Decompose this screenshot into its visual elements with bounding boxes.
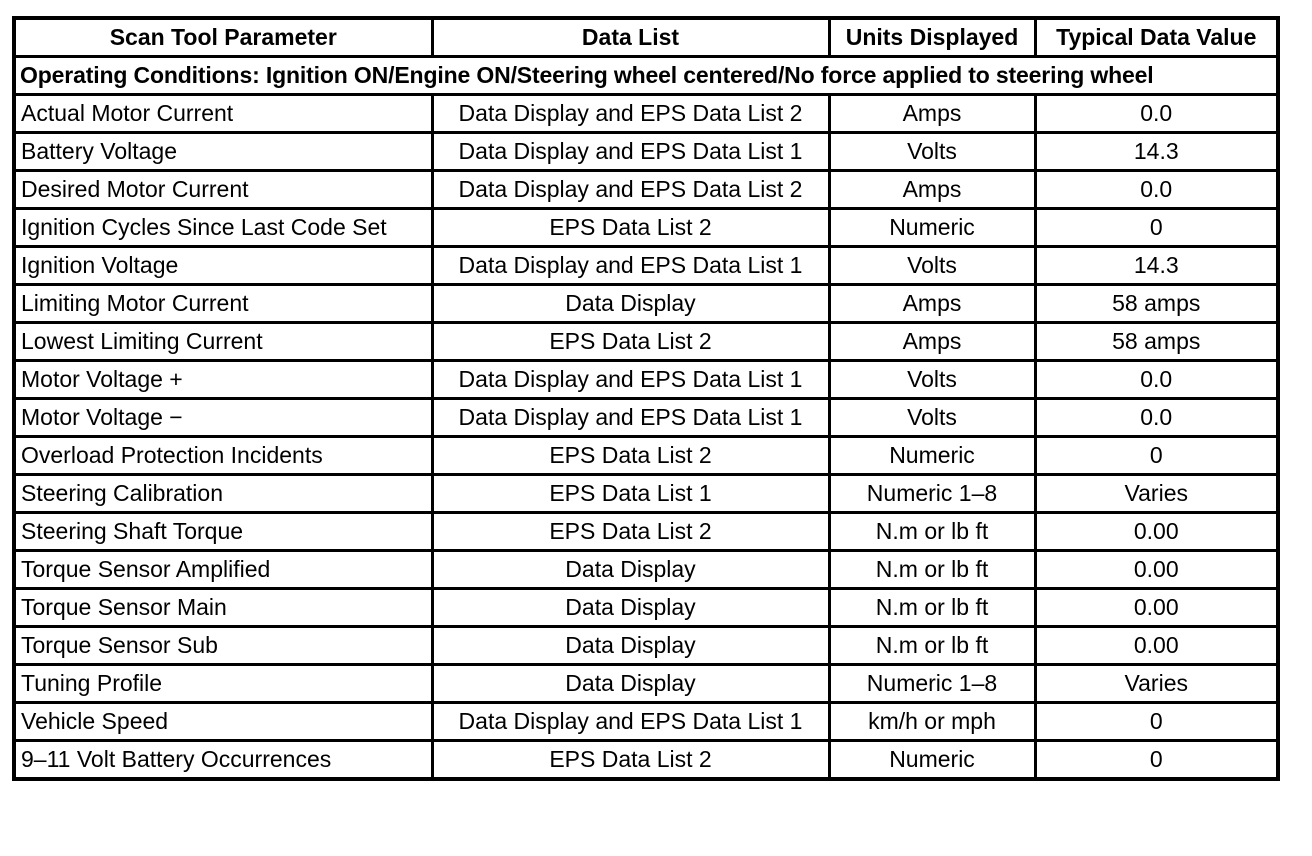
data-list-cell: Data Display and EPS Data List 1 — [432, 133, 829, 171]
header-scan-tool-parameter: Scan Tool Parameter — [14, 18, 432, 57]
operating-conditions-row — [14, 57, 1278, 95]
table-row — [14, 741, 1278, 780]
units-cell: Amps — [829, 171, 1035, 209]
data-list-cell: EPS Data List 2 — [432, 437, 829, 475]
units-cell: Amps — [829, 323, 1035, 361]
parameter-cell: Motor Voltage + — [14, 361, 432, 399]
parameter-cell: Ignition Cycles Since Last Code Set — [14, 209, 432, 247]
parameter-cell: Overload Protection Incidents — [14, 437, 432, 475]
data-list-cell: EPS Data List 1 — [432, 475, 829, 513]
parameter-cell: Vehicle Speed — [14, 703, 432, 741]
header-units-displayed: Units Displayed — [829, 18, 1035, 57]
data-list-cell: Data Display and EPS Data List 1 — [432, 703, 829, 741]
typical-value-cell: Varies — [1035, 475, 1278, 513]
typical-value-cell: 0.0 — [1035, 95, 1278, 133]
data-list-cell: Data Display and EPS Data List 1 — [432, 361, 829, 399]
data-list-cell: Data Display — [432, 285, 829, 323]
data-list-cell: Data Display — [432, 627, 829, 665]
data-list-cell: EPS Data List 2 — [432, 741, 829, 780]
scan-tool-data-table — [12, 16, 1280, 781]
typical-value-cell: 14.3 — [1035, 247, 1278, 285]
parameter-cell: Torque Sensor Amplified — [14, 551, 432, 589]
parameter-cell: Torque Sensor Sub — [14, 627, 432, 665]
typical-value-cell: 0 — [1035, 703, 1278, 741]
units-cell: Amps — [829, 95, 1035, 133]
table-row — [14, 361, 1278, 399]
data-list-cell: Data Display and EPS Data List 1 — [432, 399, 829, 437]
parameter-cell: Steering Calibration — [14, 475, 432, 513]
table-row — [14, 285, 1278, 323]
data-list-cell: Data Display and EPS Data List 2 — [432, 171, 829, 209]
data-list-cell: Data Display — [432, 589, 829, 627]
units-cell: km/h or mph — [829, 703, 1035, 741]
table-row — [14, 133, 1278, 171]
table-row — [14, 323, 1278, 361]
typical-value-cell: 0.0 — [1035, 399, 1278, 437]
typical-value-cell: 0.00 — [1035, 513, 1278, 551]
typical-value-cell: 0.0 — [1035, 361, 1278, 399]
typical-value-cell: 0 — [1035, 437, 1278, 475]
units-cell: Amps — [829, 285, 1035, 323]
table-row — [14, 209, 1278, 247]
parameter-cell: Tuning Profile — [14, 665, 432, 703]
parameter-cell: Motor Voltage − — [14, 399, 432, 437]
header-row — [14, 18, 1278, 57]
parameter-cell: Battery Voltage — [14, 133, 432, 171]
parameter-cell: Actual Motor Current — [14, 95, 432, 133]
parameter-cell: Limiting Motor Current — [14, 285, 432, 323]
units-cell: N.m or lb ft — [829, 513, 1035, 551]
data-list-cell: EPS Data List 2 — [432, 323, 829, 361]
table-row — [14, 551, 1278, 589]
units-cell: N.m or lb ft — [829, 589, 1035, 627]
typical-value-cell: Varies — [1035, 665, 1278, 703]
data-list-cell: Data Display and EPS Data List 2 — [432, 95, 829, 133]
header-typical-data-value: Typical Data Value — [1035, 18, 1278, 57]
units-cell: Volts — [829, 247, 1035, 285]
typical-value-cell: 0.0 — [1035, 171, 1278, 209]
parameter-cell: Lowest Limiting Current — [14, 323, 432, 361]
data-list-cell: EPS Data List 2 — [432, 513, 829, 551]
parameter-cell: Steering Shaft Torque — [14, 513, 432, 551]
typical-value-cell: 0 — [1035, 741, 1278, 780]
table-row — [14, 665, 1278, 703]
typical-value-cell: 58 amps — [1035, 323, 1278, 361]
table-row — [14, 247, 1278, 285]
data-list-cell: Data Display and EPS Data List 1 — [432, 247, 829, 285]
table-row — [14, 703, 1278, 741]
typical-value-cell: 14.3 — [1035, 133, 1278, 171]
units-cell: Numeric — [829, 437, 1035, 475]
table-row — [14, 399, 1278, 437]
typical-value-cell: 0.00 — [1035, 551, 1278, 589]
units-cell: Numeric — [829, 209, 1035, 247]
table-row — [14, 589, 1278, 627]
table-row — [14, 475, 1278, 513]
units-cell: Numeric 1–8 — [829, 665, 1035, 703]
data-list-cell: Data Display — [432, 665, 829, 703]
typical-value-cell: 58 amps — [1035, 285, 1278, 323]
scan-tool-table-container — [12, 16, 1276, 781]
header-data-list: Data List — [432, 18, 829, 57]
table-row — [14, 437, 1278, 475]
operating-conditions: Operating Conditions: Ignition ON/Engine ON/Steering wheel centered/No force applied to steering wheel — [14, 57, 1278, 95]
table-row — [14, 95, 1278, 133]
typical-value-cell: 0.00 — [1035, 589, 1278, 627]
table-row — [14, 627, 1278, 665]
parameter-cell: Desired Motor Current — [14, 171, 432, 209]
units-cell: N.m or lb ft — [829, 551, 1035, 589]
table-row — [14, 513, 1278, 551]
units-cell: Volts — [829, 133, 1035, 171]
units-cell: Volts — [829, 361, 1035, 399]
typical-value-cell: 0 — [1035, 209, 1278, 247]
parameter-cell: Ignition Voltage — [14, 247, 432, 285]
units-cell: Volts — [829, 399, 1035, 437]
parameter-cell: 9–11 Volt Battery Occurrences — [14, 741, 432, 780]
units-cell: N.m or lb ft — [829, 627, 1035, 665]
units-cell: Numeric 1–8 — [829, 475, 1035, 513]
data-list-cell: Data Display — [432, 551, 829, 589]
typical-value-cell: 0.00 — [1035, 627, 1278, 665]
data-list-cell: EPS Data List 2 — [432, 209, 829, 247]
units-cell: Numeric — [829, 741, 1035, 780]
table-row — [14, 171, 1278, 209]
parameter-cell: Torque Sensor Main — [14, 589, 432, 627]
